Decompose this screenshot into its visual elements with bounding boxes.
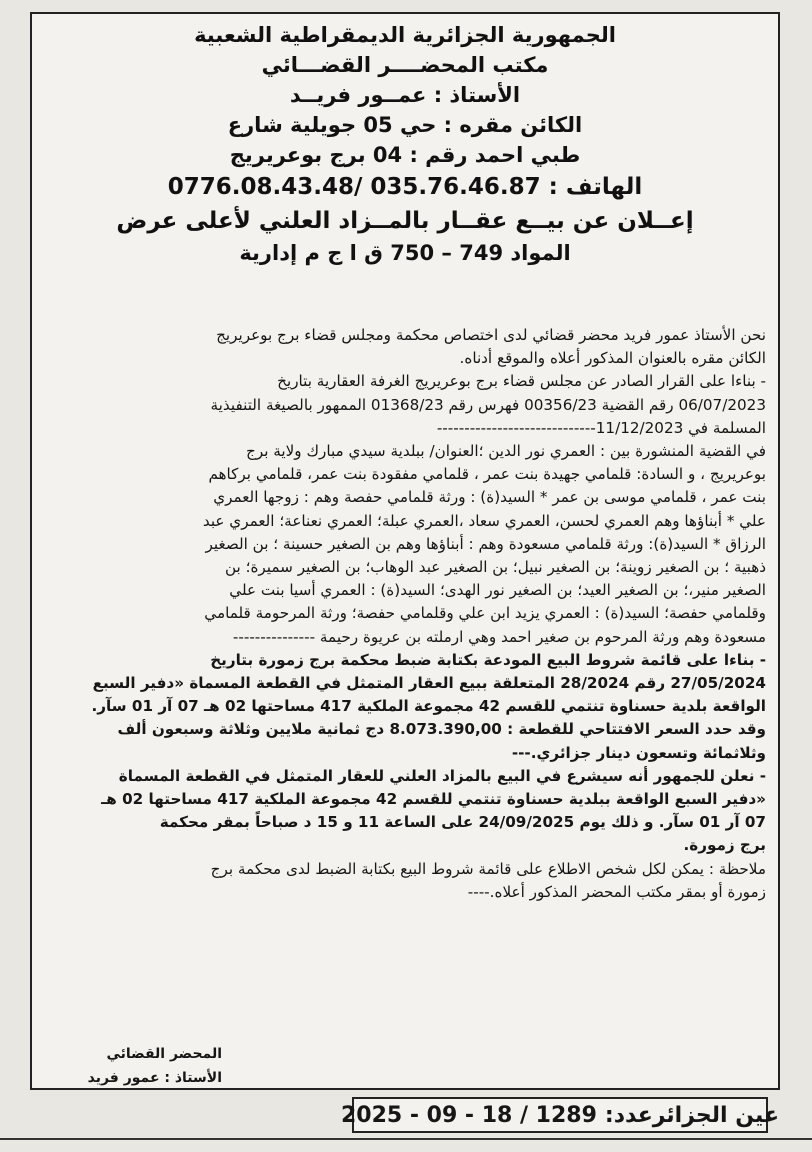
text-line: علي * أبناؤها وهم العمري لحسن، العمري سعاد ،العمري عبلة؛ العمري نعناعة؛ العمري عبد (202, 511, 766, 530)
signature-name: الأستاذ : عمور فريد (87, 1070, 222, 1086)
text-line: 06/07/2023 رقم القضية 00356/23 فهرس رقم 01368/23 الممهور بالصيغة التنفيذية (210, 395, 766, 414)
announcement-title: إعــلان عن بيــع عقــار بالمــزاد العلني لأعلى عرض (116, 208, 694, 234)
newspaper-footer (340, 1097, 780, 1133)
text-line: وثلاثمائة وتسعون دينار جزائري.--- (511, 743, 766, 762)
text-line: نحن الأستاذ عمور فريد محضر قضائي لدى اختصاص محكمة ومجلس قضاء برج بوعريريج (216, 326, 766, 344)
text-line: ملاحظة : يمكن لكل شخص الاطلاع على قائمة شروط البيع بكتابة الضبط لدى محكمة برج (210, 859, 766, 878)
note-paragraph (46, 858, 766, 904)
address-line-2: طبي احمد رقم : 04 برج بوعريريج (229, 143, 581, 167)
text-line: مسعودة وهم ورثة المرحوم بن صغير احمد وهي ارملته بن عريوة رحيمة --------------- (232, 627, 766, 646)
text-line: بنت عمر ، قلمامي موسى بن عمر * السيد(ة) : ورثة قلمامي حفصة وهم : زوجها العمري (213, 488, 766, 507)
text-line: زمورة أو بمقر مكتب المحضر المذكور أعلاه.---- (467, 882, 766, 901)
text-line: وقلمامي حفصة؛ السيد(ة) : العمري يزيد ابن علي وقلمامي حفصة؛ ورثة المرحومة قلمامي (204, 604, 766, 623)
legal-articles: المواد 749 – 750 ق ا ج م إدارية (239, 241, 571, 265)
office-title: مكتب المحضــــر القضـــائي (261, 53, 549, 77)
newspaper-label: عين الجزائرعدد: (604, 1102, 780, 1128)
text-line: برج زمورة. (683, 836, 766, 855)
parties-paragraph (46, 440, 766, 649)
conditions-paragraph (46, 649, 766, 765)
text-line: الواقعة بلدية حسناوة تنتمي للقسم 42 مجموعة الملكية 417 مساحتها 02 هـ 07 آر 01 سآر. (91, 697, 766, 716)
issue-number: 2025 - 09 - 18 / 1289 (340, 1102, 597, 1128)
text-line: 27/05/2024 رقم 28/2024 المتعلقة ببيع العقار المتمثل في القطعة المسماة «دفير السبع (92, 674, 766, 693)
text-line: - بناءا على قائمة شروط البيع المودعة بكتابة ضبط محكمة برج زمورة بتاريخ (210, 650, 766, 669)
text-line: الكائن مقره بالعنوان المذكور أعلاه والموقع أدناه. (459, 349, 766, 368)
phone-line (32, 170, 778, 204)
bottom-rule (0, 1138, 812, 1140)
phone-numbers: 0776.08.43.48/ 035.76.46.87 (167, 174, 541, 200)
announcement-frame (30, 12, 780, 1090)
announcement-body (46, 324, 766, 904)
auction-paragraph (46, 765, 766, 858)
text-line: 07 آر 01 سآر. و ذلك يوم 24/09/2025 على الساعة 11 و 15 د صباحاً بمقر محكمة (159, 813, 766, 832)
republic-title: الجمهورية الجزائرية الديمقراطية الشعبية (194, 23, 616, 47)
decision-paragraph (46, 370, 766, 440)
text-line: - بناءا على القرار الصادر عن مجلس قضاء برج بوعريريج الغرفة العقارية بتاريخ (277, 372, 766, 391)
header (32, 14, 778, 268)
phone-label: الهاتف : (548, 174, 643, 200)
text-line: المسلمة في 11/12/2023----------------------------- (436, 418, 766, 437)
signature-block (52, 1042, 222, 1090)
text-line: ذهبية ؛ بن الصغير زوينة؛ بن الصغير نبيل؛ بن الصغير عبد الوهاب؛ بن الصغير سميرة؛ بن (225, 558, 766, 577)
text-line: الرزاق * السيد(ة): ورثة قلمامي مسعودة وهم : أبناؤها وهم بن الصغير حسينة ؛ بن الصغير (205, 534, 766, 553)
text-line: بوعريريج ، و السادة: قلمامي جهيدة بنت عمر ، قلمامي مفقودة بنت عمر، قلمامي بركاهم (208, 465, 766, 484)
text-line: وقد حدد السعر الافتتاحي للقطعة : 8.073.390,00 دج ثمانية ملايين وثلاثة وسبعون ألف (117, 720, 766, 739)
text-line: الصغير منير،؛ بن الصغير العيد؛ بن الصغير نور الهدى؛ السيد(ة) : العمري أسيا بنت علي (229, 581, 766, 600)
signature-title: المحضر القضائي (106, 1046, 222, 1062)
address-line-1: الكائن مقره : حي 05 جويلية شارع (227, 113, 583, 137)
text-line: - نعلن للجمهور أنه سيشرع في البيع بالمزاد العلني للعقار المتمثل في القطعة المسماة (118, 766, 766, 785)
text-line: في القضية المنشورة بين : العمري نور الدين ؛العنوان/ ببلدية سيدي مبارك ولاية برج (246, 442, 766, 461)
intro-paragraph (46, 324, 766, 370)
text-line: «دفير السبع الواقعة ببلدية حسناوة تنتمي للقسم 42 مجموعة الملكية 417 مساحتها 02 هـ (101, 790, 766, 809)
bailiff-name: الأستاذ : عمــور فريــد (289, 83, 521, 107)
